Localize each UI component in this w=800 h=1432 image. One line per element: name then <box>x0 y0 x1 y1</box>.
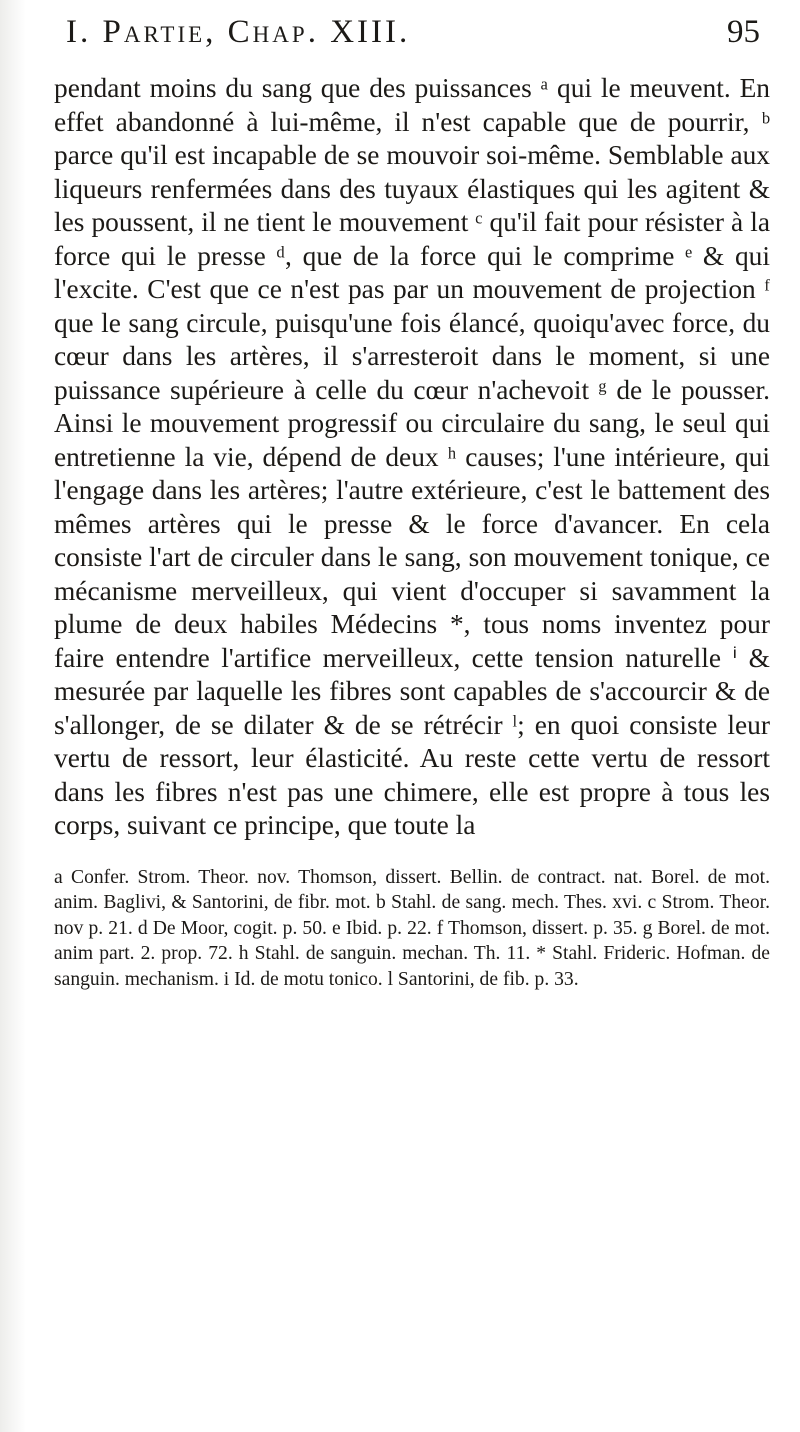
running-header <box>54 14 770 72</box>
running-title: I. Partie, Chap. XIII. <box>66 14 411 50</box>
footnote-text: a Confer. Strom. Theor. nov. Thomson, dissert. Bellin. de contract. nat. Borel. de mot. anim. Baglivi, & Santorini, de fibr. mot. b Stahl. de sang. mech. Thes. xvi. c Strom. Theor. nov p. 21. d De Moor, cogit. p. 50. e Ibid. p. 22. f Thomson, dissert. p. 35. g Borel. de mot. anim part. 2. prop. 72. h Stahl. de sanguin. mechan. Th. 11. * Stahl. Frideric. Hofman. de sanguin. mechanism. i Id. de motu tonico. l Santorini, de fib. p. 33. <box>54 866 770 990</box>
footnotes-block <box>54 865 770 993</box>
main-text-block <box>54 72 770 843</box>
page-number: 95 <box>727 14 760 50</box>
main-paragraph: pendant moins du sang que des puissances ᵃ qui le meuvent. En effet abandonné à lui-même, il n'est capable que de pourrir, ᵇ parce qu'il est incapable de se mouvoir soi-même. Semblable aux liqueurs renfermées dans des tuyaux élastiques qui les agitent & les poussent, il ne tient le mouvement ᶜ qu'il fait pour résister à la force qui le presse ᵈ, que de la force qui le comprime ᵉ & qui l'excite. C'est que ce n'est pas par un mouvement de projection ᶠ que le sang circule, puisqu'une fois élancé, quoiqu'avec force, du cœur dans les artères, il s'arresteroit dans le moment, si une puissance supérieure à celle du cœur n'achevoit ᵍ de le pousser. Ainsi le mouvement progressif ou circulaire du sang, le seul qui entretienne la vie, dépend de deux ʰ causes; l'une intérieure, qui l'engage dans les artères; l'autre extérieure, c'est le battement des mêmes artères qui le presse & le force d'avancer. En cela consiste l'art de circuler dans le sang, son mouvement tonique, ce mécanisme merveilleux, qui vient d'occuper si savamment la plume de deux habiles Médecins *, tous noms inventez pour faire entendre l'artifice merveilleux, cette tension naturelle ⁱ & mesurée par laquelle les fibres sont capables de s'accourcir & de s'allonger, de se dilater & de se rétrécir ˡ; en quoi consiste leur vertu de ressort, leur élasticité. Au reste cette vertu de ressort dans les fibres n'est pas une chimere, elle est propre à tous les corps, suivant ce principe, que toute la <box>54 73 770 840</box>
